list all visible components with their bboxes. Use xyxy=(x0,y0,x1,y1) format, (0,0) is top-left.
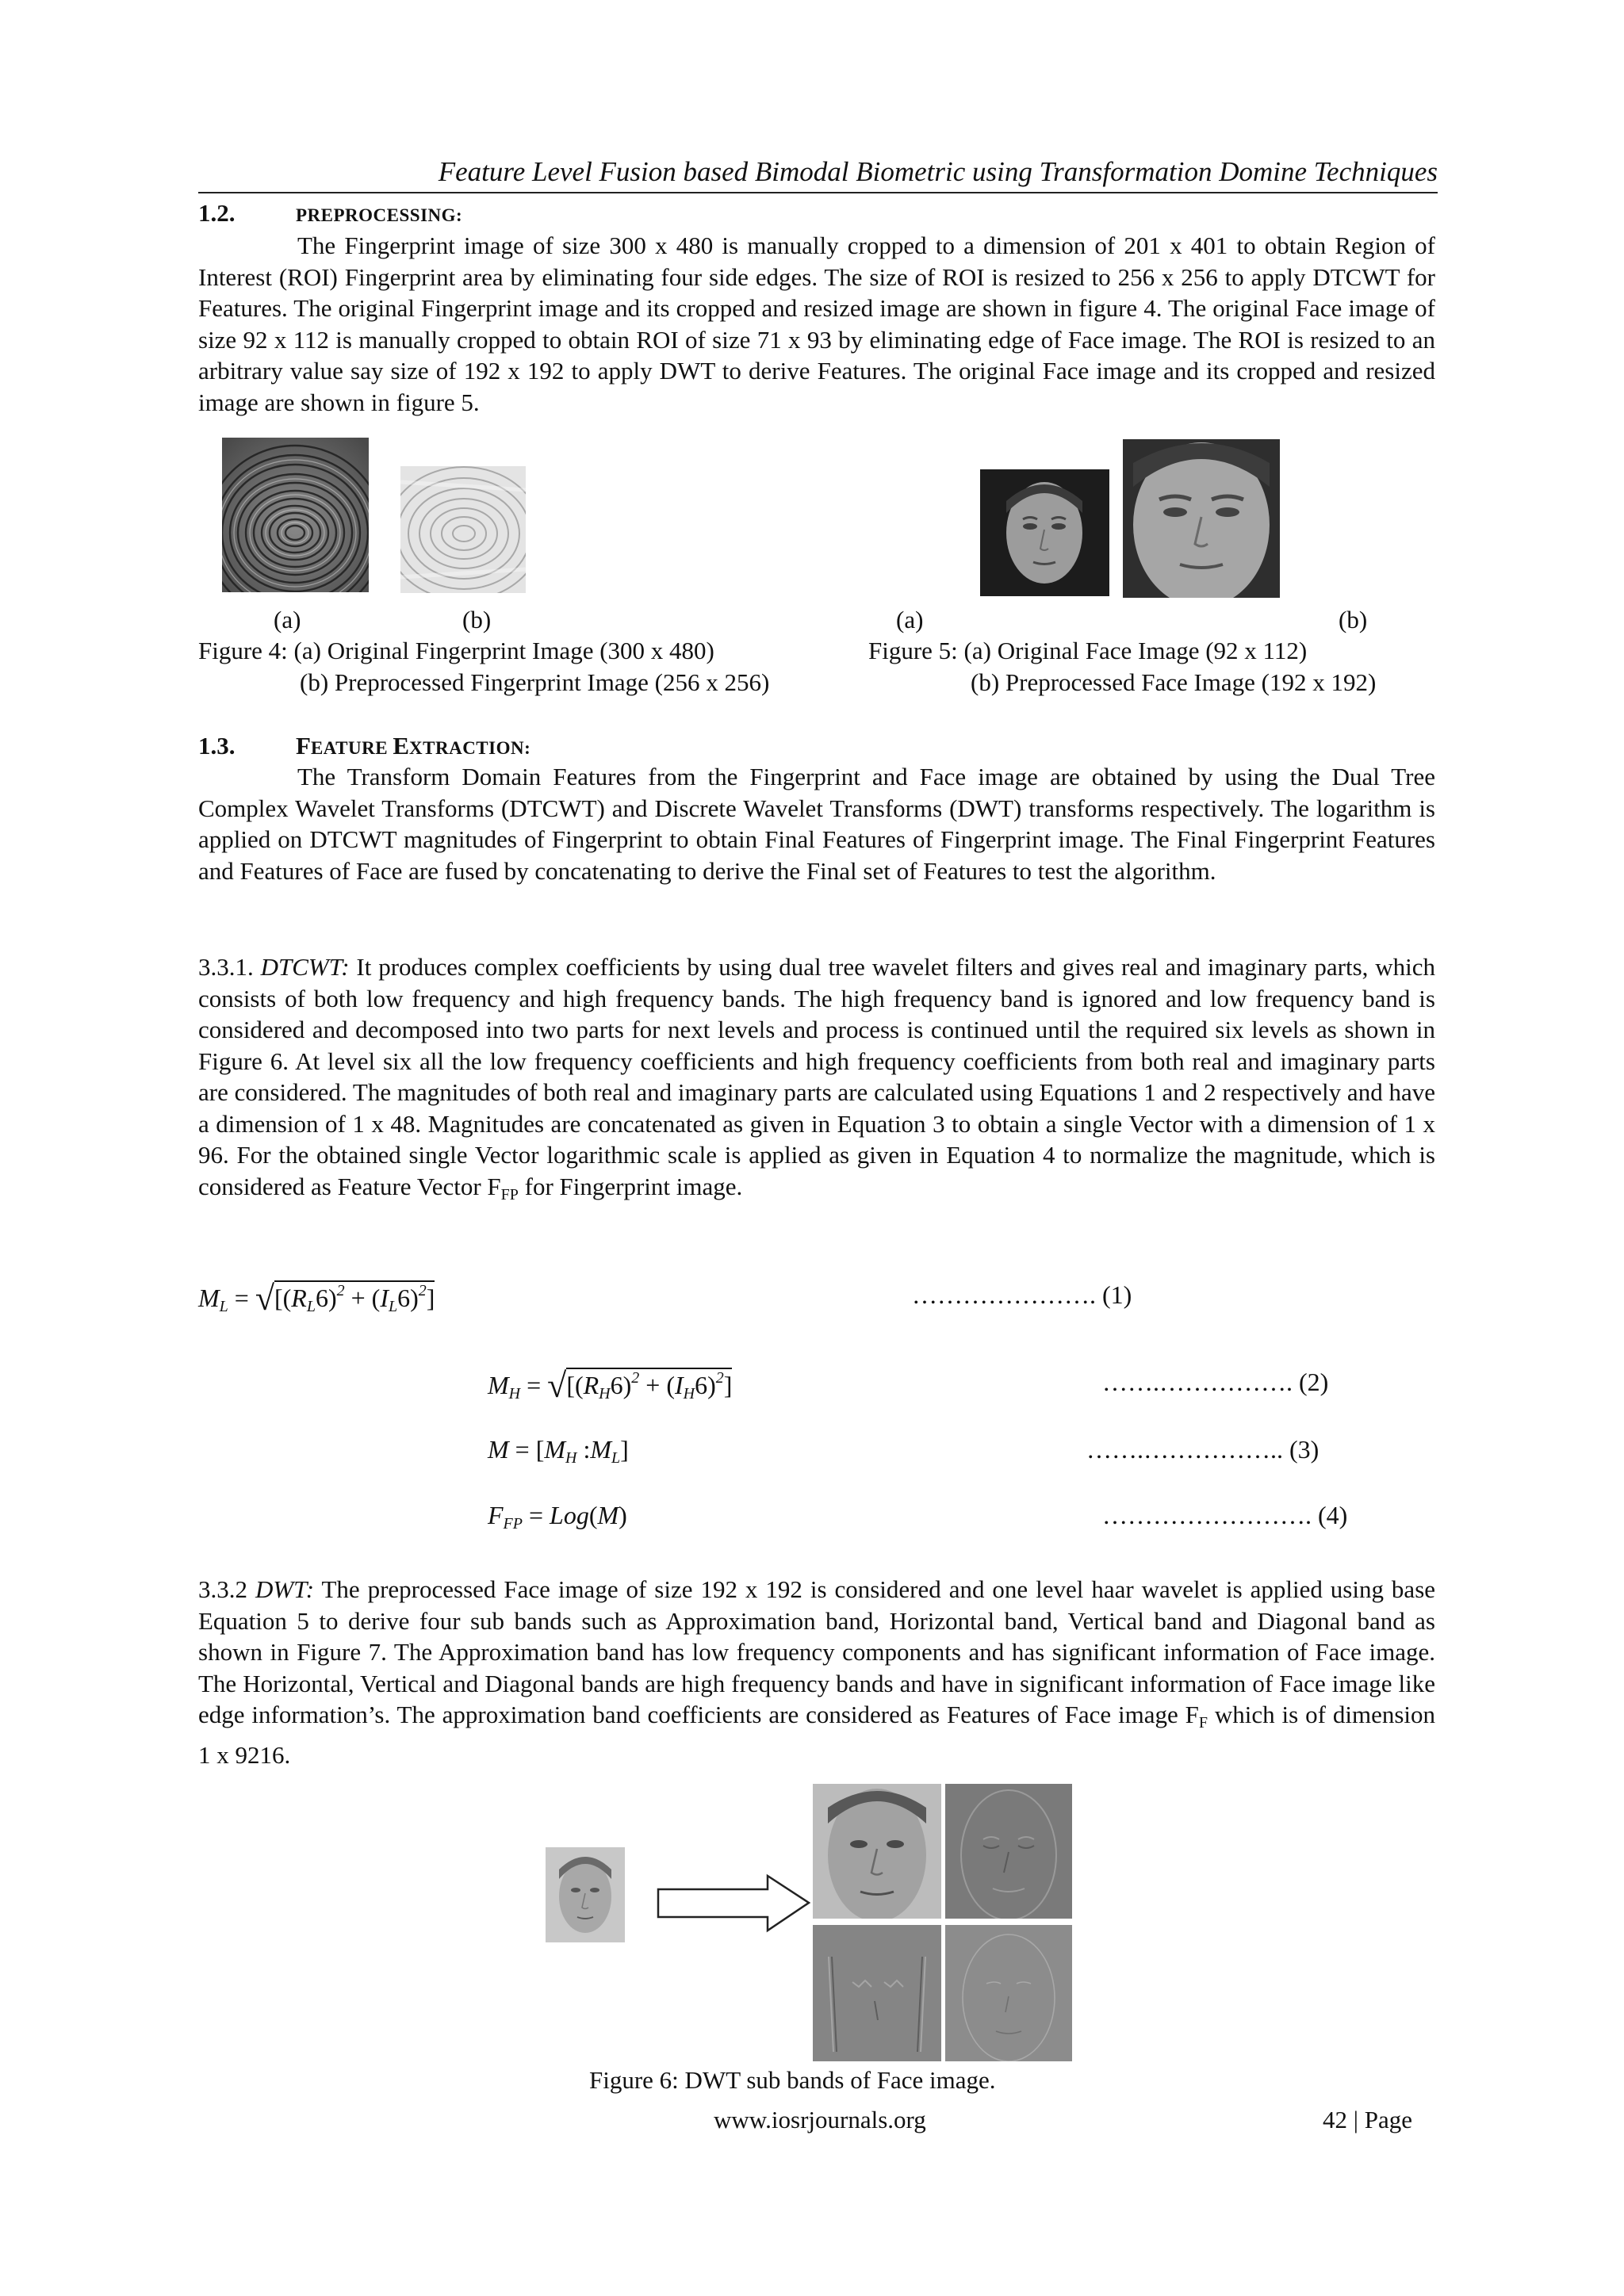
original-fingerprint-image xyxy=(222,438,369,592)
preprocessed-fingerprint-image xyxy=(400,466,526,593)
diagonal-band-image xyxy=(945,1925,1072,2061)
vertical-band-image xyxy=(813,1925,941,2061)
input-face-image xyxy=(546,1847,625,1942)
equation-1: $M_L = √[(R_L6)^2 + (I_L6)^2]$ xyxy=(198,1279,435,1318)
figure4-caption-line1: Figure 4: (a) Original Fingerprint Image (300 x 480) xyxy=(198,637,714,664)
title-rest-2: XTRACTION: xyxy=(409,738,531,758)
figure4-label-b: (b) xyxy=(462,606,492,633)
subsection-text: The preprocessed Face image of size 192 x 192 is considered and one level haar wavelet is applied using base Equation 5 to derive four sub bands such as Approximation band, Horizontal band, Vertical band and Diagonal band as shown in Figure 7. The Approximation band has low frequency components and has significant information of Face image. The Horizontal, Vertical and Diagonal bands are high frequency bands and have in significant information of Face image like edge information’s. The approximation band coefficients are considered as Features of Face image F xyxy=(198,1575,1436,1728)
section-1-2-body: The Fingerprint image of size 300 x 480 is manually cropped to a dimension of 201 x 401 to obtain Region of Interest (ROI) Fingerprint area by eliminating four side edges. The size of ROI is resized to 256 x 256 to apply DTCWT for Features. The original Fingerprint image and its cropped and resized image are shown in figure 4. The original Face image of size 92 x 112 is manually cropped to obtain ROI of size 71 x 93 by eliminating edge of Face image. The ROI is resized to an arbitrary value say size of 192 x 192 to apply DWT to derive Features. The original Face image and its cropped and resized image are shown in figure 5. xyxy=(198,232,1435,416)
subsection-term: DTCWT: xyxy=(260,953,350,981)
title-initial-2: E xyxy=(393,732,410,760)
section-number: 1.3. xyxy=(198,732,236,760)
approx-svg xyxy=(813,1784,941,1919)
figure4-caption-line2: (b) Preprocessed Fingerprint Image (256 x 256) xyxy=(300,668,770,696)
equation-1-number: …………………. (1) xyxy=(912,1280,1132,1309)
equation-3-number: …….…………….. (3) xyxy=(1086,1435,1320,1464)
section-1-2-heading xyxy=(198,198,462,231)
subsection-text: It produces complex coefficients by using dual tree wavelet filters and gives real and imaginary parts, which consists of both low frequency and high frequency bands. The high frequency band is ignored and low frequency band is considered and decomposed into two parts for next levels and process is continued until the required six levels as shown in Figure 6. At level six all the low frequency coefficients and high frequency coefficients from both real and imaginary parts are considered. The magnitudes of both real and imaginary parts are calculated using Equations 1 and 2 respectively and have a dimension of 1 x 48. Magnitudes are concatenated as given in Equation 3 to obtain a single Vector with a dimension of 1 x 96. For the obtained single Vector logarithmic scale is applied as given in Equation 4 to normalize the magnitude, which is considered as Feature Vector F xyxy=(198,953,1436,1200)
section-number: 1.2. xyxy=(198,199,236,227)
approximation-band-image xyxy=(813,1784,941,1919)
figure5-label-b: (b) xyxy=(1339,606,1368,633)
horizontal-band-image xyxy=(945,1784,1072,1919)
subsection-number: 3.3.2 xyxy=(198,1575,255,1603)
running-header: Feature Level Fusion based Bimodal Biometric using Transformation Domine Techniques xyxy=(198,155,1438,193)
section-title: PREPROCESSING: xyxy=(296,205,463,225)
title-rest: EATURE xyxy=(310,738,393,758)
section-3-3-2-body xyxy=(198,1574,1435,1770)
face-input-svg xyxy=(546,1847,625,1942)
face-small-svg xyxy=(980,469,1109,596)
title-initial: F xyxy=(296,732,311,760)
original-face-image xyxy=(980,469,1109,596)
fingerprint-cropped-svg xyxy=(400,466,526,593)
figure6-caption: Figure 6: DWT sub bands of Face image. xyxy=(589,2066,996,2094)
diagonal-svg xyxy=(945,1925,1072,2061)
footer-page-number: 42 | Page xyxy=(1323,2106,1412,2133)
equation-3: $M = [M_H$ $:M_L$] xyxy=(488,1435,629,1467)
right-arrow-icon xyxy=(657,1873,811,1933)
preprocessed-face-image xyxy=(1123,439,1280,598)
equation-2-number: …….……………. (2) xyxy=(1102,1368,1329,1396)
section-3-3-1-body xyxy=(198,951,1435,1211)
equation-4-number: ……………………. (4) xyxy=(1102,1501,1348,1529)
figure5-caption-line1: Figure 5: (a) Original Face Image (92 x 112) xyxy=(868,637,1308,664)
figure5-caption-line2: (b) Preprocessed Face Image (192 x 192) xyxy=(971,668,1377,696)
figure4-label-a: (a) xyxy=(274,606,301,633)
equation-4: $F_{FP} = Log(M)$ xyxy=(488,1501,627,1533)
equation-2: $M_H = √[(R_H6)^2 + (I_H6)^2]$ xyxy=(488,1366,733,1405)
footer-website: www.iosrjournals.org xyxy=(714,2106,926,2133)
subscript-fp: FP xyxy=(500,1185,519,1203)
face-large-svg xyxy=(1123,439,1280,598)
section-1-3-heading xyxy=(198,731,530,763)
vertical-svg xyxy=(813,1925,941,2061)
fingerprint-svg xyxy=(222,438,369,592)
arrow-svg xyxy=(657,1873,811,1933)
subsection-term: DWT: xyxy=(255,1575,315,1603)
subsection-tail: for Fingerprint image. xyxy=(518,1172,743,1200)
figure5-label-a: (a) xyxy=(896,606,924,633)
section-1-3-body: The Transform Domain Features from the Fingerprint and Face image are obtained by using the Dual Tree Complex Wavelet Transforms (DTCWT) and Discrete Wavelet Transforms (DWT) transforms respectively. The logarithm is applied on DTCWT magnitudes of Fingerprint to obtain Final Features of Fingerprint image. The Final Fingerprint Features and Features of Face are fused by concatenating to derive the Final set of Features to test the algorithm. xyxy=(198,763,1435,885)
subsection-tail: which is of dimension 1 x 9216. xyxy=(198,1701,1435,1769)
subscript-f: F xyxy=(1198,1714,1208,1732)
subsection-number: 3.3.1. xyxy=(198,953,261,981)
horizontal-svg xyxy=(945,1784,1072,1919)
